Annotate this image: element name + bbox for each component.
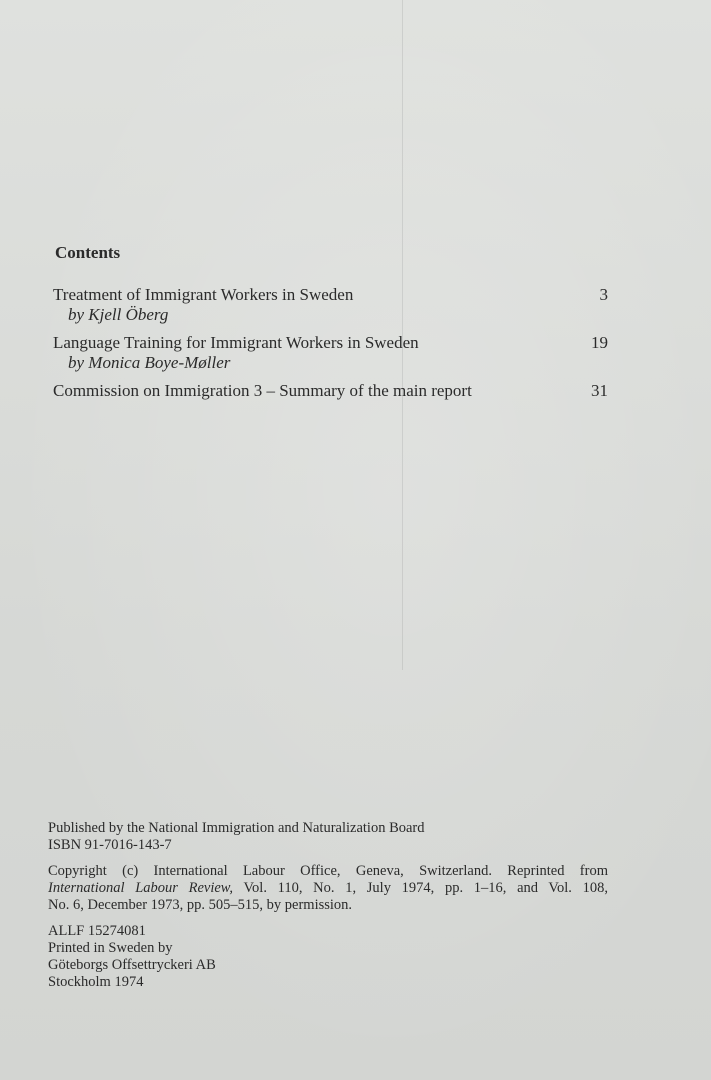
toc-entry-title: Treatment of Immigrant Workers in Sweden <box>53 285 354 304</box>
copyright-line-3: No. 6, December 1973, pp. 505–515, by permission. <box>48 897 353 913</box>
place-year: Stockholm 1974 <box>48 974 144 990</box>
toc-entry <box>53 284 608 325</box>
contents-heading: Contents <box>55 243 121 262</box>
journal-volume-info: Vol. 110, No. 1, July 1974, pp. 1–16, and Vol. 108, <box>233 880 608 896</box>
isbn: ISBN 91-7016-143-7 <box>48 837 172 853</box>
allf-number: ALLF 15274081 <box>48 923 146 939</box>
toc-entry-page: 19 <box>591 333 608 352</box>
printer-name: Göteborgs Offsettryckeri AB <box>48 957 216 973</box>
publication-info <box>48 820 608 1000</box>
toc-entry-title: Commission on Immigration 3 – Summary of the main report <box>53 381 472 400</box>
printed-in: Printed in Sweden by <box>48 940 173 956</box>
toc-entry <box>53 380 608 401</box>
published-by: Published by the National Immigration and Naturalization Board <box>48 820 425 836</box>
toc-entry-page: 31 <box>591 381 608 400</box>
table-of-contents <box>53 284 608 408</box>
toc-entry <box>53 332 608 373</box>
copyright-line-2 <box>48 880 608 897</box>
journal-title: International Labour Review, <box>48 880 234 896</box>
toc-entry-author: by Kjell Öberg <box>68 305 169 324</box>
toc-entry-title: Language Training for Immigrant Workers in Sweden <box>53 333 419 352</box>
copyright-block <box>48 863 608 914</box>
publisher-block <box>48 820 608 854</box>
toc-entry-page: 3 <box>599 285 608 304</box>
printer-block <box>48 923 608 991</box>
copyright-line-1: Copyright (c) International Labour Office, Geneva, Switzerland. Reprinted from <box>48 863 608 879</box>
toc-entry-author: by Monica Boye-Møller <box>68 353 231 372</box>
